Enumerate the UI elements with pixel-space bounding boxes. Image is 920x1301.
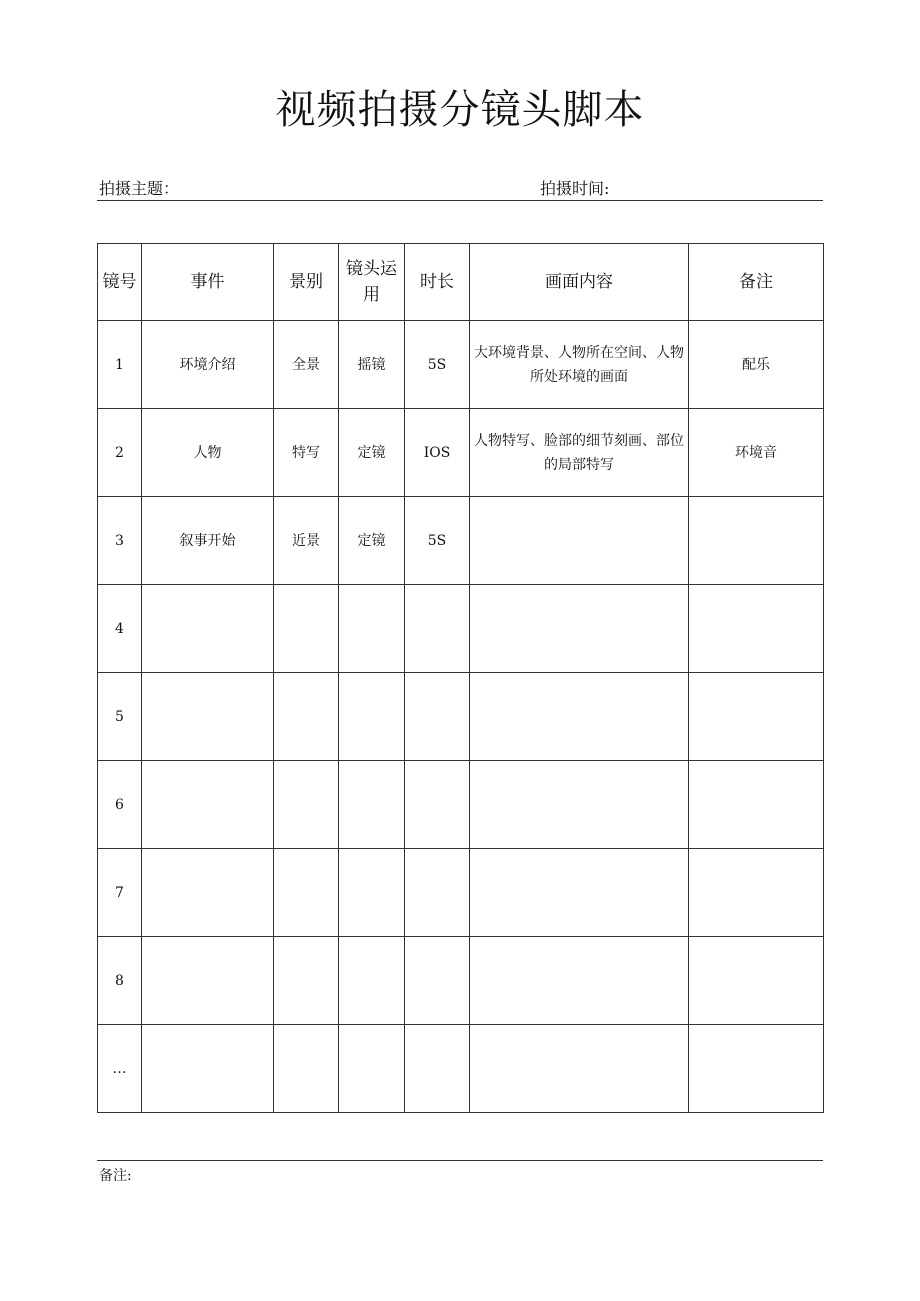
table-row: [98, 761, 824, 849]
cell-content: 人物特写、脸部的细节刻画、部位的局部特写: [470, 409, 689, 497]
header-camera-movement: 镜头运用: [339, 244, 405, 321]
cell-notes: [689, 1025, 824, 1113]
cell-event: [142, 761, 274, 849]
table-row: [98, 849, 824, 937]
cell-camera-movement: 摇镜: [339, 321, 405, 409]
cell-notes: 环境音: [689, 409, 824, 497]
cell-content: [470, 937, 689, 1025]
cell-duration: [405, 761, 470, 849]
cell-camera-movement: [339, 937, 405, 1025]
cell-event: 叙事开始: [142, 497, 274, 585]
cell-camera-movement: [339, 673, 405, 761]
cell-duration: [405, 849, 470, 937]
table-row: [98, 321, 824, 409]
cell-scene-size: [274, 1025, 339, 1113]
cell-content: [470, 1025, 689, 1113]
cell-notes: 配乐: [689, 321, 824, 409]
cell-scene-size: 近景: [274, 497, 339, 585]
footer-notes-label: 备注:: [99, 1168, 132, 1184]
cell-shot-no: 2: [98, 409, 142, 497]
table-row: [98, 409, 824, 497]
cell-shot-no: 3: [98, 497, 142, 585]
table-row: [98, 585, 824, 673]
table-row: [98, 1025, 824, 1113]
table-row: [98, 937, 824, 1025]
cell-content: [470, 761, 689, 849]
cell-content: [470, 497, 689, 585]
time-label: 拍摄时间:: [540, 179, 610, 198]
cell-content: 大环境背景、人物所在空间、人物所处环境的画面: [470, 321, 689, 409]
cell-content: [470, 849, 689, 937]
cell-event: [142, 849, 274, 937]
shoot-info-row: [97, 176, 823, 201]
cell-duration: IOS: [405, 409, 470, 497]
header-notes: 备注: [689, 244, 824, 321]
cell-shot-no: 4: [98, 585, 142, 673]
cell-duration: [405, 585, 470, 673]
cell-content: [470, 673, 689, 761]
cell-event: [142, 1025, 274, 1113]
subject-label: 拍摄主题：: [99, 179, 180, 198]
cell-shot-no: 8: [98, 937, 142, 1025]
cell-notes: [689, 849, 824, 937]
cell-camera-movement: [339, 585, 405, 673]
cell-notes: [689, 761, 824, 849]
table-header-row: [98, 244, 824, 321]
cell-event: [142, 673, 274, 761]
cell-scene-size: [274, 585, 339, 673]
cell-camera-movement: [339, 1025, 405, 1113]
cell-event: 人物: [142, 409, 274, 497]
cell-duration: [405, 673, 470, 761]
cell-shot-no: 1: [98, 321, 142, 409]
cell-shot-no: 7: [98, 849, 142, 937]
cell-camera-movement: [339, 761, 405, 849]
cell-scene-size: 全景: [274, 321, 339, 409]
cell-duration: 5S: [405, 321, 470, 409]
table-row: [98, 497, 824, 585]
cell-scene-size: [274, 937, 339, 1025]
cell-notes: [689, 497, 824, 585]
page-title: 视频拍摄分镜头脚本: [275, 87, 645, 133]
cell-notes: [689, 673, 824, 761]
cell-notes: [689, 937, 824, 1025]
cell-content: [470, 585, 689, 673]
cell-shot-no: …: [98, 1025, 142, 1113]
cell-shot-no: 6: [98, 761, 142, 849]
cell-duration: 5S: [405, 497, 470, 585]
header-duration: 时长: [405, 244, 470, 321]
cell-shot-no: 5: [98, 673, 142, 761]
header-content: 画面内容: [470, 244, 689, 321]
cell-duration: [405, 1025, 470, 1113]
storyboard-table: [97, 243, 824, 1113]
cell-scene-size: [274, 761, 339, 849]
cell-notes: [689, 585, 824, 673]
header-scene-size: 景别: [274, 244, 339, 321]
header-event: 事件: [142, 244, 274, 321]
cell-camera-movement: 定镜: [339, 497, 405, 585]
cell-duration: [405, 937, 470, 1025]
cell-camera-movement: 定镜: [339, 409, 405, 497]
cell-event: 环境介绍: [142, 321, 274, 409]
cell-camera-movement: [339, 849, 405, 937]
header-shot-no: 镜号: [98, 244, 142, 321]
cell-scene-size: [274, 673, 339, 761]
footer-notes: [97, 1160, 823, 1185]
table-row: [98, 673, 824, 761]
cell-scene-size: 特写: [274, 409, 339, 497]
cell-event: [142, 937, 274, 1025]
cell-scene-size: [274, 849, 339, 937]
cell-event: [142, 585, 274, 673]
